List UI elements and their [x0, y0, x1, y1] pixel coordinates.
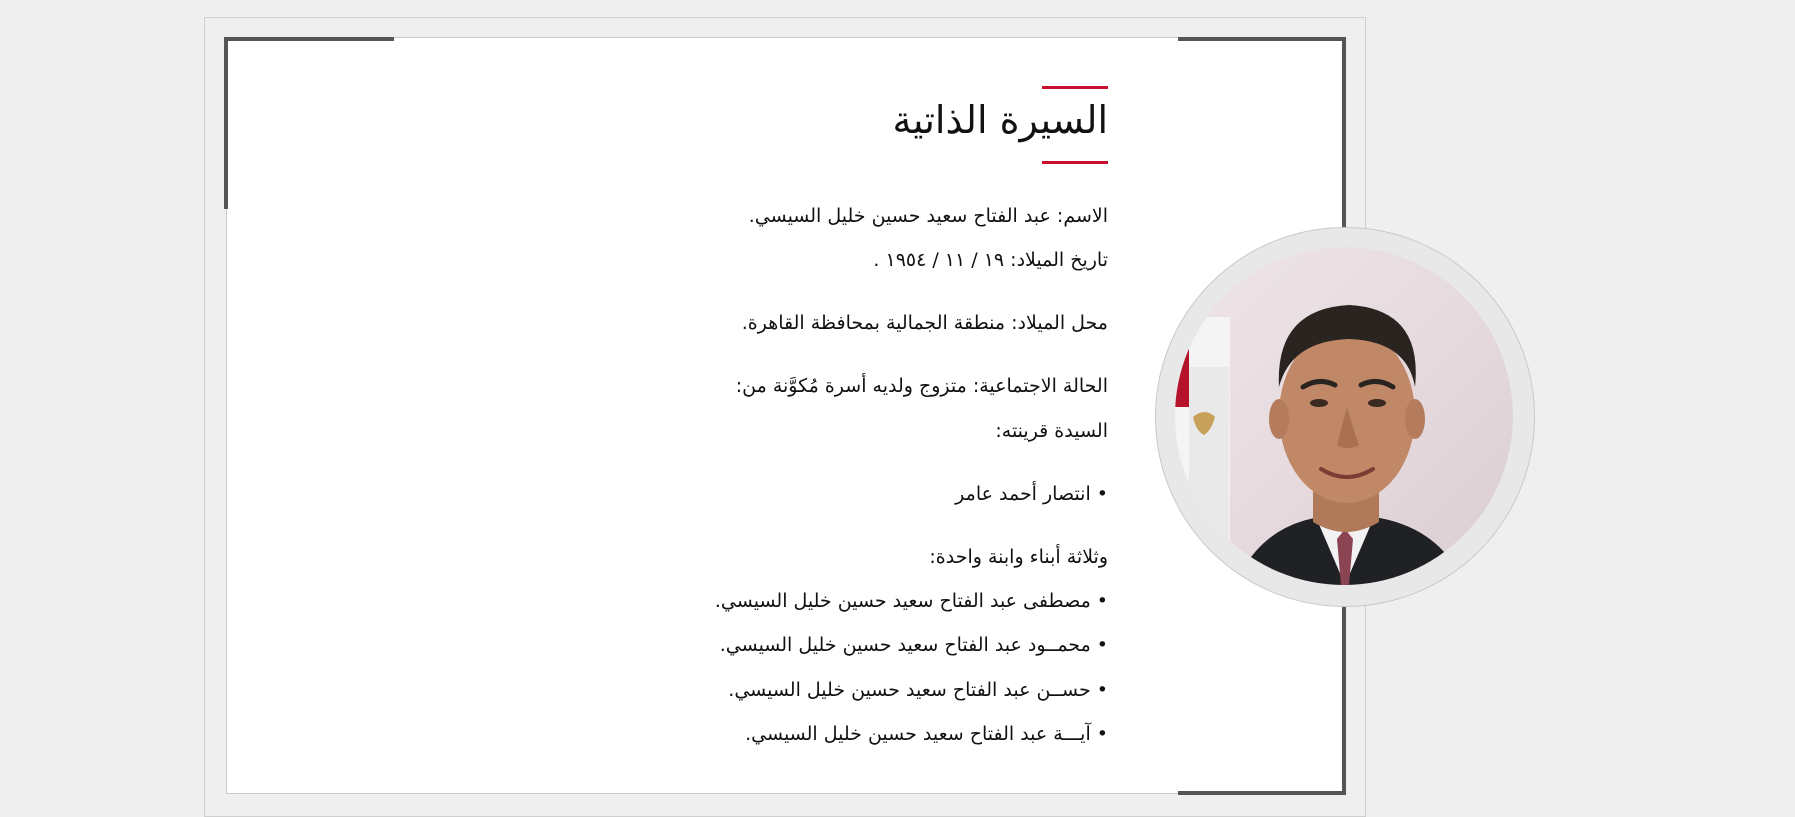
children-heading: وثلاثة أبناء وابنة واحدة: — [929, 546, 1108, 568]
corner-top-right-horizontal — [1178, 37, 1346, 41]
wife-name-item: • انتصار أحمد عامر — [955, 483, 1108, 505]
corner-top-left-horizontal — [224, 37, 394, 41]
page-title: السيرة الذاتية — [892, 98, 1108, 142]
child-item-3: • حســن عبد الفتاح سعيد حسين خليل السيسي. — [728, 679, 1108, 701]
corner-bottom-right-vertical — [1342, 602, 1346, 795]
marital-status-line: الحالة الاجتماعية: متزوج ولديه أسرة مُكوَّنة من: — [735, 375, 1108, 397]
birth-place-line: محل الميلاد: منطقة الجمالية بمحافظة القاهرة. — [741, 312, 1108, 334]
title-rule-bottom — [1042, 161, 1108, 164]
corner-top-right-vertical — [1342, 37, 1346, 231]
portrait-illustration — [1175, 247, 1513, 585]
child-item-1: • مصطفى عبد الفتاح سعيد حسين خليل السيسي. — [714, 590, 1108, 612]
corner-top-left-vertical — [224, 37, 228, 209]
corner-bottom-right-horizontal — [1178, 791, 1346, 795]
birth-date-line: تاريخ الميلاد: ١٩ / ١١ / ١٩٥٤ . — [873, 249, 1108, 271]
child-item-2: • محمــود عبد الفتاح سعيد حسين خليل السيسي. — [719, 634, 1108, 656]
child-item-4: • آيـــة عبد الفتاح سعيد حسين خليل السيسي. — [745, 723, 1108, 745]
title-rule-top — [1042, 86, 1108, 89]
name-line: الاسم: عبد الفتاح سعيد حسين خليل السيسي. — [748, 205, 1108, 227]
portrait-photo — [1175, 247, 1513, 585]
wife-heading: السيدة قرينته: — [995, 420, 1108, 442]
